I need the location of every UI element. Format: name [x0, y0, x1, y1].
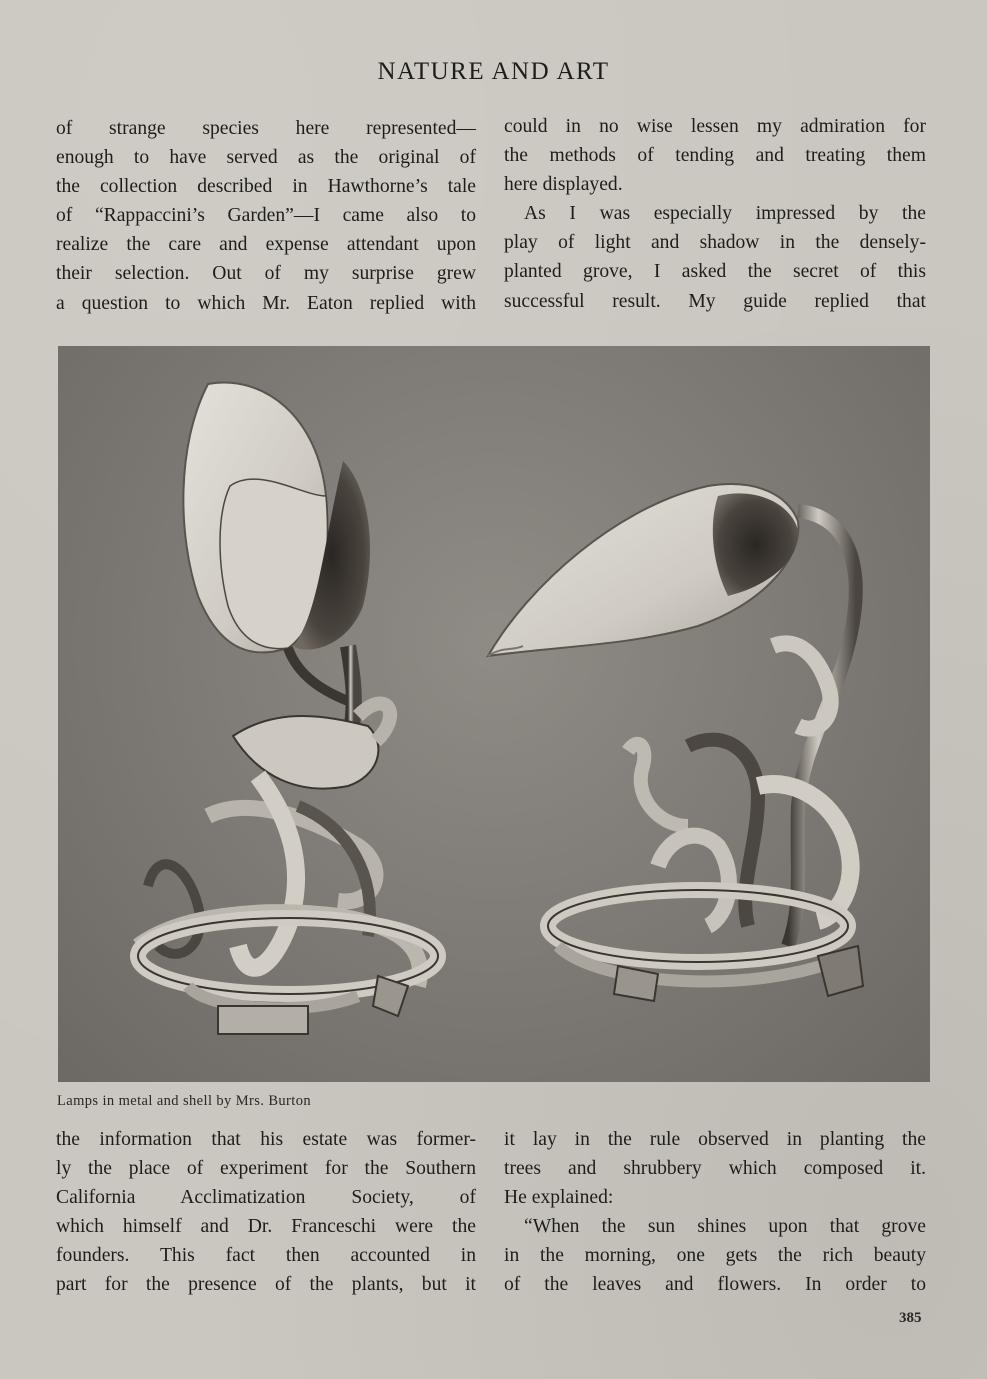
text-line: of “Rappaccini’s Garden”—I came also to: [56, 205, 476, 227]
text-line: the collection described in Hawthorne’s tale: [56, 176, 476, 198]
text-line: the methods of tending and treating them: [504, 145, 926, 167]
text-column-top-left: [56, 114, 476, 318]
text-line: enough to have served as the original of: [56, 147, 476, 169]
text-line: He explained:: [504, 1187, 614, 1209]
lamps-illustration: [58, 346, 930, 1082]
text-line: it lay in the rule observed in planting the: [504, 1129, 926, 1150]
figure-caption: Lamps in metal and shell by Mrs. Burton: [57, 1093, 312, 1109]
text-column-bottom-left: [56, 1125, 476, 1300]
left-lamp: [138, 383, 438, 1034]
text-line: which himself and Dr. Franceschi were the: [56, 1216, 476, 1238]
text-line: of strange species here represented—: [56, 118, 476, 139]
text-line: realize the care and expense attendant upon: [56, 234, 476, 256]
text-line: California Acclimatization Society, of: [56, 1187, 476, 1209]
text-line: founders. This fact then accounted in: [56, 1245, 476, 1267]
text-line-indented: As I was especially impressed by the: [524, 203, 926, 225]
page-number: 385: [899, 1310, 922, 1326]
right-lamp: [488, 484, 863, 1001]
text-line: could in no wise lessen my admiration for: [504, 116, 926, 137]
text-column-top-right: [504, 112, 926, 316]
text-line: the information that his estate was former-: [56, 1129, 476, 1150]
text-line: of the leaves and flowers. In order to: [504, 1274, 926, 1296]
text-line: play of light and shadow in the densely-: [504, 232, 926, 254]
text-line: planted grove, I asked the secret of this: [504, 261, 926, 283]
text-line: successful result. My guide replied that: [504, 290, 926, 312]
text-line: a question to which Mr. Eaton replied with: [56, 292, 476, 314]
lamps-photograph: [58, 346, 930, 1082]
text-line: part for the presence of the plants, but it: [56, 1274, 476, 1296]
text-column-bottom-right: [504, 1125, 926, 1300]
running-head: NATURE AND ART: [377, 58, 610, 85]
text-line: in the morning, one gets the rich beauty: [504, 1245, 926, 1267]
text-line: here displayed.: [504, 174, 623, 196]
text-line: their selection. Out of my surprise grew: [56, 263, 476, 285]
text-line-indented: “When the sun shines upon that grove: [524, 1216, 926, 1238]
text-line: trees and shrubbery which composed it.: [504, 1158, 926, 1180]
text-line: ly the place of experiment for the Southern: [56, 1158, 476, 1180]
